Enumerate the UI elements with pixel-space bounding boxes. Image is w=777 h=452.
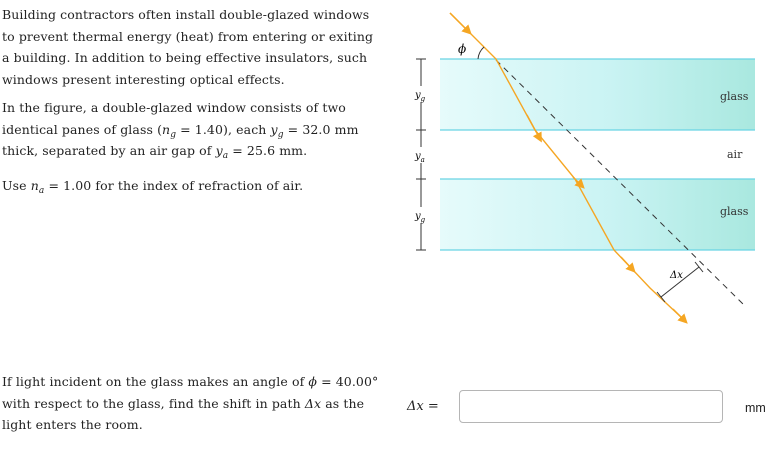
yg-value: = 32.0 mm	[287, 121, 359, 137]
question-value: = 40.00°	[321, 374, 379, 389]
question-after-1: with respect to the glass, find the shift in path	[2, 395, 301, 411]
glass-pane-bottom	[440, 179, 755, 250]
yg-bottom-label: $y_g$	[415, 211, 426, 224]
glass-label-bottom: glass	[720, 205, 749, 218]
glass-pane-top	[440, 59, 755, 130]
question-paragraph	[2, 371, 382, 436]
answer-label: Δx =	[407, 399, 439, 414]
glass-label-top: glass	[720, 90, 749, 103]
ray-arrow-1	[450, 13, 469, 32]
ng-sub: g	[170, 129, 177, 140]
answer-unit: mm	[745, 401, 766, 415]
intro-paragraph: Building contractors often install double-glazed windows to prevent thermal energy (heat) from entering or exiting a building. In addition to being effective insulators, such windows present interesting optical effects.	[2, 7, 374, 87]
phi-symbol: ϕ	[308, 374, 317, 389]
yg-sub: g	[277, 129, 284, 140]
double-glazed-window-figure	[395, 8, 775, 328]
ya-label: $y_a$	[415, 151, 425, 164]
ng-value: = 1.40), each	[180, 121, 267, 137]
air-index-before: Use	[2, 178, 27, 193]
air-label: air	[727, 148, 743, 161]
question-after-2: as the light enters the room.	[2, 395, 365, 432]
ray-arrow-5	[673, 309, 685, 321]
question-before: If light incident on the glass makes an angle of	[2, 374, 305, 389]
phi-label: ϕ	[458, 42, 467, 56]
phi-angle-arc	[478, 47, 484, 59]
na-symbol: n	[30, 178, 39, 193]
ng-symbol: n	[162, 121, 171, 137]
dx-symbol: Δx	[304, 395, 322, 411]
setup-text-before: In the figure, a double-glazed window consists of two identical panes of glass (	[2, 100, 346, 137]
setup-paragraph	[2, 97, 382, 162]
setup-text-mid: thick, separated by an air gap of	[2, 143, 212, 158]
dx-label: Δx	[670, 270, 683, 281]
ya-value: = 25.6 mm.	[232, 143, 308, 158]
yg-top-label: $y_g$	[415, 90, 426, 103]
ya-symbol: y	[215, 143, 223, 158]
yg-symbol: y	[270, 121, 278, 137]
na-sub: a	[38, 186, 45, 196]
ray-arrow-4	[621, 257, 633, 270]
air-index-paragraph	[2, 175, 382, 197]
dx-marker	[657, 262, 703, 302]
answer-input[interactable]	[459, 390, 723, 423]
air-index-after: = 1.00 for the index of refraction of air.	[48, 178, 304, 193]
ya-sub: a	[222, 151, 229, 161]
